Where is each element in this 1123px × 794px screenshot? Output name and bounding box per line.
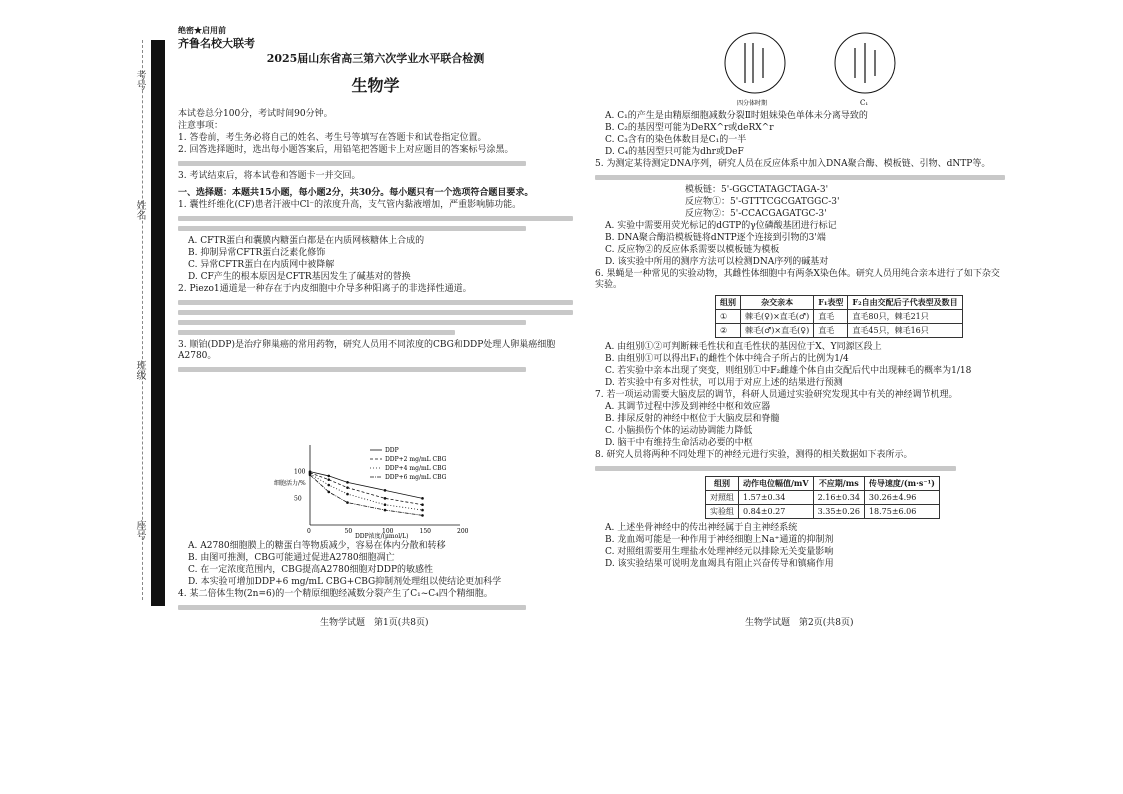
table-cell: 直毛	[814, 310, 848, 324]
notice-3: 3. 考试结束后，将本试卷和答题卡一并交回。	[178, 171, 361, 181]
question-7: 7. 若一项运动需要大脑皮层的调节，科研人员通过实验研究发现其中有关的神经调节机理。	[595, 390, 958, 400]
y-axis-label: 细胞活力/%	[274, 480, 306, 487]
notice-heading: 注意事项：	[178, 121, 224, 131]
q6-option-a: A. 由组别①②可判断棘毛性状和直毛性状的基因位于X、Y同源区段上	[605, 342, 882, 352]
exam-title: 2025届山东省高三第六次学业水平联合检测	[266, 52, 485, 65]
table-cell: 棘毛(♀)×直毛(♂)	[741, 310, 814, 324]
data-point	[346, 486, 349, 489]
q5-option-c: C. 反应物②的反应体系需要以模板链为模板	[605, 245, 780, 255]
data-point	[421, 497, 424, 500]
question-8: 8. 研究人员将两种不同处理下的神经元进行实验，测得的相关数据如下表所示。	[595, 450, 913, 460]
data-point	[421, 509, 424, 512]
table-cell: 直毛45只，棘毛16只	[848, 324, 962, 338]
q7-option-c: C. 小脑损伤个体的运动协调能力降低	[605, 426, 753, 436]
cell-viability-chart	[270, 440, 500, 540]
text-line	[178, 330, 455, 335]
margin-label-class: 班级	[134, 360, 145, 380]
q8-table	[705, 476, 940, 519]
table-cell: 对照组	[706, 491, 739, 505]
table-header: 动作电位幅值/mV	[739, 477, 814, 491]
table-cell: 直毛80只，棘毛21只	[848, 310, 962, 324]
q4-option-b: B. C₂的基因型可能为DeRX^r或deRX^r	[605, 123, 774, 133]
q7-option-a: A. 其调节过程中涉及到神经中枢和效应器	[605, 402, 771, 412]
data-point	[346, 493, 349, 496]
data-point	[327, 484, 330, 487]
q1-option-b: B. 抑制异常CFTR蛋白泛素化修饰	[188, 248, 326, 258]
q3-option-c: C. 在一定浓度范围内，CBG提高A2780细胞对DDP的敏感性	[188, 565, 434, 575]
question-2: 2. Piezo1通道是一种存在于内皮细胞中介导多种阳离子的非选择性通道。	[178, 284, 472, 294]
table-header: 组别	[716, 296, 741, 310]
cell-label-c1: C₁	[860, 99, 869, 107]
data-point	[346, 501, 349, 504]
y-tick-label: 50	[294, 495, 302, 503]
q4-option-a: A. C₁的产生是由精原细胞减数分裂Ⅱ时姐妹染色单体未分离导致的	[605, 111, 868, 121]
table-cell: 30.26±4.96	[864, 491, 939, 505]
q7-option-b: B. 排尿反射的神经中枢位于大脑皮层和脊髓	[605, 414, 780, 424]
q1-option-d: D. CF产生的根本原因是CFTR基因发生了碱基对的替换	[188, 272, 411, 282]
question-5: 5. 为测定某待测定DNA序列，研究人员在反应体系中加入DNA聚合酶、模板链、引物、dNTP等。	[595, 159, 991, 169]
margin-label-seat: 座号	[134, 520, 145, 540]
text-line	[178, 216, 573, 221]
x-tick-label: 100	[382, 528, 394, 535]
legend-entry: DDP+4 mg/mL CBG	[385, 465, 447, 472]
question-1: 1. 囊性纤维化(CF)患者汗液中Cl⁻的浓度升高，支气管内黏液增加，严重影响肺功能。	[178, 200, 522, 210]
table-cell: 1.57±0.34	[739, 491, 814, 505]
data-point	[384, 509, 387, 512]
q6-option-c: C. 若实验中亲本出现了突变，则组别①中F₂雌雄个体自由交配后代中出现棘毛的概率为1/18	[605, 366, 972, 376]
table-cell: 18.75±6.06	[864, 505, 939, 519]
q5-option-a: A. 实验中需要用荧光标记的dGTP的γ位磷酸基团进行标记	[605, 221, 837, 231]
q6-option-b: B. 由组别①可以得出F₁的雌性个体中纯合子所占的比例为1/4	[605, 354, 849, 364]
score-info: 本试卷总分100分，考试时间90分钟。	[178, 109, 333, 119]
question-4: 4. 某二倍体生物(2n=6)的一个精原细胞经减数分裂产生了C₁~C₄四个精细胞。	[178, 589, 493, 599]
text-line	[178, 605, 526, 610]
question-6: 6. 果蝇是一种常见的实验动物，其雌性体细胞中有两条X染色体。研究人员用纯合亲本进行了如下杂交实验。	[595, 269, 1000, 290]
notice-2: 2. 回答选择题时，选出每小题答案后，用铅笔把答题卡上对应题目的答案标号涂黑。	[178, 145, 514, 155]
table-cell: 实验组	[706, 505, 739, 519]
data-point	[327, 478, 330, 481]
q1-option-c: C. 异常CFTR蛋白在内质网中被降解	[188, 260, 335, 270]
data-point	[384, 503, 387, 506]
q8-option-b: B. 龙血竭可能是一种作用于神经细胞上Na⁺通道的抑制剂	[605, 535, 834, 545]
sequence-2: 反应物①：5'-GTTTCGCGATGGC-3'	[685, 197, 840, 207]
text-line	[595, 466, 956, 471]
q3-option-d: D. 本实验可增加DDP+6 mg/mL CBG+CBG抑制剂处理组以使结论更加科学	[188, 577, 502, 587]
sequence-1: 模板链：5'-GGCTATAGCTAGA-3'	[685, 185, 829, 195]
table-header: 杂交亲本	[741, 296, 814, 310]
data-point	[327, 475, 330, 478]
data-point	[309, 474, 312, 477]
data-point	[346, 481, 349, 484]
cut-line	[142, 40, 143, 600]
data-point	[384, 497, 387, 500]
legend-entry: DDP+6 mg/mL CBG	[385, 474, 447, 481]
data-point	[421, 514, 424, 517]
x-tick-label: 200	[457, 528, 469, 535]
text-line	[178, 300, 573, 305]
q1-option-a: A. CFTR蛋白和囊膜内糖蛋白都是在内质网核糖体上合成的	[188, 236, 425, 246]
q6-table	[715, 295, 963, 338]
q8-option-a: A. 上述坐骨神经中的传出神经属于自主神经系统	[605, 523, 798, 533]
secret-mark: 绝密★启用前	[178, 25, 226, 35]
text-line	[178, 226, 526, 231]
table-header: F₂自由交配后子代表型及数目	[848, 296, 962, 310]
sequence-3: 反应物②：5'-CCACGAGATGC-3'	[685, 209, 827, 219]
x-tick-label: 50	[344, 528, 353, 535]
subject-title: 生物学	[351, 76, 400, 95]
table-header: 不应期/ms	[813, 477, 864, 491]
q8-option-d: D. 该实验结果可说明龙血竭具有阻止兴奋传导和镇痛作用	[605, 559, 834, 569]
q8-option-c: C. 对照组需要用生理盐水处理神经元以排除无关变量影响	[605, 547, 834, 557]
q5-option-d: D. 该实验中所用的测序方法可以检测DNA序列的碱基对	[605, 257, 829, 267]
table-header: 组别	[706, 477, 739, 491]
table-header: F₁表型	[814, 296, 848, 310]
right-column	[595, 110, 1005, 571]
left-column-lower	[178, 540, 573, 615]
cell-diagrams	[715, 28, 905, 108]
text-line	[178, 320, 526, 325]
org-name: 齐鲁名校大联考	[178, 37, 255, 50]
table-cell: 0.84±0.27	[739, 505, 814, 519]
margin-label-id: 考号	[134, 70, 145, 90]
footer-right: 生物学试题 第2页(共8页)	[745, 618, 854, 628]
y-tick-label: 100	[294, 468, 306, 476]
text-line	[178, 161, 526, 166]
margin-label-name: 姓名	[134, 200, 145, 220]
q3-option-a: A. A2780细胞膜上的糖蛋白等物质减少，容易在体内分散和转移	[188, 541, 446, 551]
legend-entry: DDP	[385, 447, 399, 454]
text-line	[595, 175, 1005, 180]
table-cell: ②	[716, 324, 741, 338]
table-cell: 2.16±0.34	[813, 491, 864, 505]
q7-option-d: D. 脑干中有维持生命活动必要的中枢	[605, 438, 753, 448]
question-3: 3. 顺铂(DDP)是治疗卵巢癌的常用药物，研究人员用不同浓度的CBG和DDP处理人卵巢癌细胞A2780。	[178, 340, 556, 361]
data-point	[384, 489, 387, 492]
chromosome-marks	[745, 43, 875, 83]
table-cell: ①	[716, 310, 741, 324]
text-line	[178, 310, 573, 315]
table-cell: 直毛	[814, 324, 848, 338]
cell-circle	[725, 33, 785, 93]
table-cell: 棘毛(♂)×直毛(♀)	[741, 324, 814, 338]
left-column	[178, 25, 573, 377]
table-header: 传导速度/(m·s⁻¹)	[864, 477, 939, 491]
q5-option-b: B. DNA聚合酶沿模板链将dNTP逐个连接到引物的3'端	[605, 233, 826, 243]
q6-option-d: D. 若实验中有多对性状，可以用于对应上述的结果进行预测	[605, 378, 843, 388]
x-tick-label: 150	[419, 528, 431, 535]
table-cell: 3.35±0.26	[813, 505, 864, 519]
data-point	[327, 491, 330, 494]
notice-1: 1. 答卷前，考生务必将自己的姓名、考生号等填写在答题卡和试卷指定位置。	[178, 133, 487, 143]
x-tick-label: 0	[307, 528, 311, 535]
q4-option-c: C. C₃含有的染色体数目是C₁的一半	[605, 135, 747, 145]
legend-entry: DDP+2 mg/mL CBG	[385, 456, 447, 463]
data-point	[421, 503, 424, 506]
binding-strip	[151, 40, 165, 606]
x-axis-label: DDP浓度/(μmol/L)	[355, 533, 409, 540]
q4-option-d: D. C₄的基因型只可能为dhr或DeF	[605, 147, 744, 157]
cell-caption: 四分体时期	[737, 100, 768, 107]
footer-left: 生物学试题 第1页(共8页)	[320, 618, 429, 628]
section-heading: 一、选择题：本题共15小题，每小题2分，共30分。每小题只有一个选项符合题目要求。	[178, 188, 534, 198]
text-line	[178, 367, 526, 372]
q3-option-b: B. 由图可推测，CBG可能通过促进A2780细胞凋亡	[188, 553, 395, 563]
